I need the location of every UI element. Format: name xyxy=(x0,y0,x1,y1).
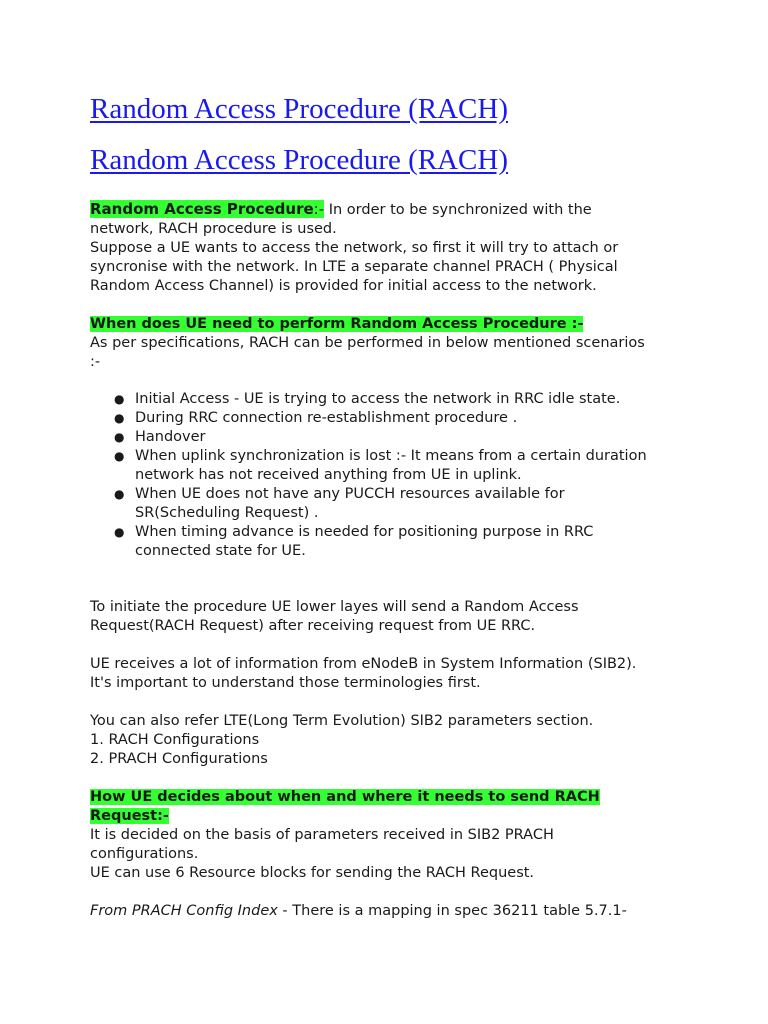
list-item-text-cont: SR(Scheduling Request) . xyxy=(135,505,319,521)
intro-line2: network, RACH procedure is used. xyxy=(90,221,337,237)
when-line2: :- xyxy=(90,354,101,370)
bullet-icon: ● xyxy=(114,430,125,444)
how-line1: It is decided on the basis of parameters received in SIB2 PRACH xyxy=(90,827,554,843)
initiate-line1: To initiate the procedure UE lower layes will send a Random Access xyxy=(90,599,579,615)
intro-line1: In order to be synchronized with the xyxy=(324,202,592,218)
intro-highlight: Random Access Procedure xyxy=(90,200,314,218)
list-item-text: Handover xyxy=(135,429,206,445)
list-item xyxy=(114,447,690,485)
page-title-link[interactable]: Random Access Procedure (RACH) xyxy=(90,93,508,125)
list-item-text: When uplink synchronization is lost :- It means from a certain duration xyxy=(135,448,647,464)
bullet-icon: ● xyxy=(114,449,125,463)
intro-line4: syncronise with the network. In LTE a separate channel PRACH ( Physical xyxy=(90,259,618,275)
intro-separator: :- xyxy=(313,200,325,218)
list-item-text: When UE does not have any PUCCH resources available for xyxy=(135,486,565,502)
sib2-line2: It's important to understand those terminologies first. xyxy=(90,675,481,691)
bullet-icon: ● xyxy=(114,411,125,425)
how-heading: How UE decides about when and where it needs to send RACH xyxy=(90,789,600,805)
config-index-text: - There is a mapping in spec 36211 table 5.7.1- xyxy=(277,903,627,919)
scenario-list xyxy=(90,390,690,561)
list-item xyxy=(114,485,690,523)
list-item-text: Initial Access - UE is trying to access the network in RRC idle state. xyxy=(135,391,621,407)
bullet-icon: ● xyxy=(114,487,125,501)
refer-item1: 1. RACH Configurations xyxy=(90,732,260,748)
list-item xyxy=(114,409,690,428)
config-index-line xyxy=(90,902,690,921)
page-title-link-repeat[interactable]: Random Access Procedure (RACH) xyxy=(90,144,508,176)
list-item xyxy=(114,390,690,409)
bullet-icon: ● xyxy=(114,525,125,539)
initiate-line2: Request(RACH Request) after receiving request from UE RRC. xyxy=(90,618,536,634)
how-heading-line2 xyxy=(90,807,690,826)
config-index-label: From PRACH Config Index xyxy=(90,903,278,919)
intro-paragraph xyxy=(90,200,690,220)
intro-line5: Random Access Channel) is provided for initial access to the network. xyxy=(90,278,597,294)
refer-line1: You can also refer LTE(Long Term Evolution) SIB2 parameters section. xyxy=(90,713,594,729)
document-page xyxy=(90,92,690,921)
how-heading-cont: Request:- xyxy=(90,808,169,824)
how-heading-line1 xyxy=(90,788,690,807)
list-item xyxy=(114,523,690,561)
how-line3: UE can use 6 Resource blocks for sending the RACH Request. xyxy=(90,865,535,881)
sib2-line1: UE receives a lot of information from eNodeB in System Information (SIB2). xyxy=(90,656,637,672)
list-item-text-cont: network has not received anything from UE in uplink. xyxy=(135,467,522,483)
list-item-text-cont: connected state for UE. xyxy=(135,543,306,559)
when-line1: As per specifications, RACH can be performed in below mentioned scenarios xyxy=(90,335,645,351)
when-heading-line xyxy=(90,315,690,334)
when-heading: When does UE need to perform Random Access Procedure :- xyxy=(90,316,584,332)
list-item xyxy=(114,428,690,447)
how-line2: configurations. xyxy=(90,846,199,862)
intro-line3: Suppose a UE wants to access the network, so first it will try to attach or xyxy=(90,240,619,256)
bullet-icon: ● xyxy=(114,392,125,406)
list-item-text: When timing advance is needed for positioning purpose in RRC xyxy=(135,524,594,540)
list-item-text: During RRC connection re-establishment procedure . xyxy=(135,410,518,426)
refer-item2: 2. PRACH Configurations xyxy=(90,751,268,767)
